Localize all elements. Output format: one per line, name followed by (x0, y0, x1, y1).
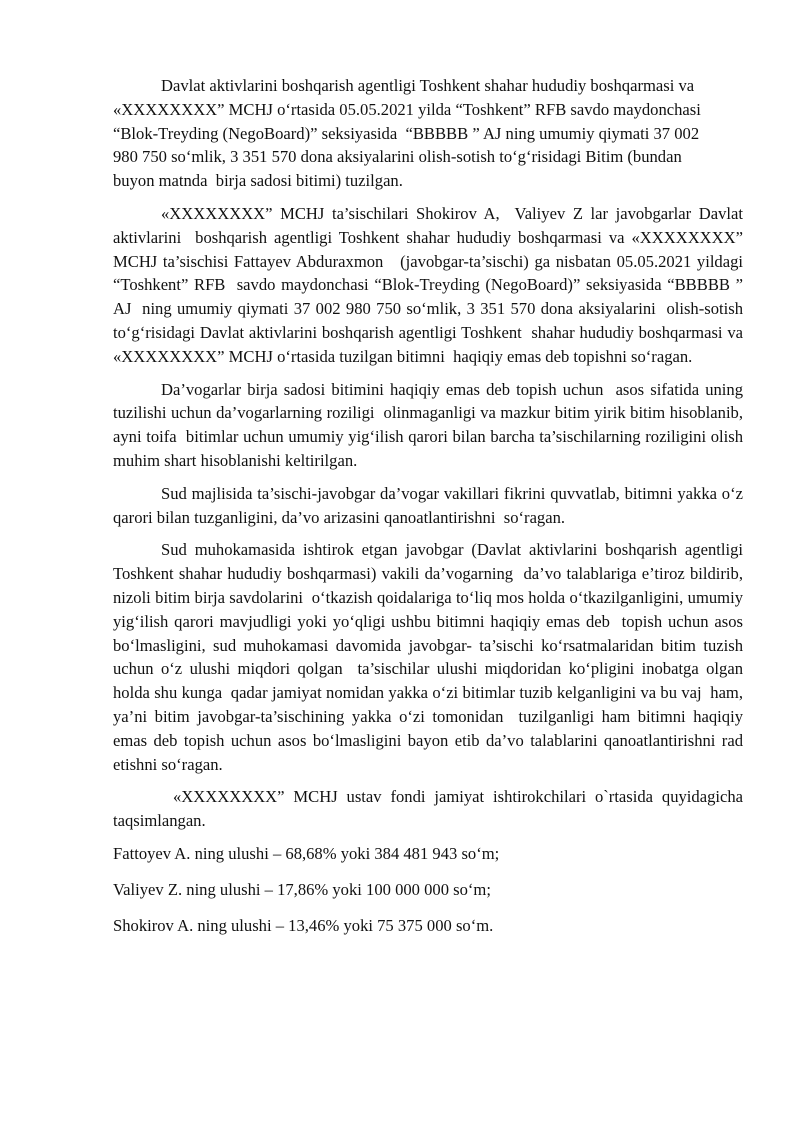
share-item: Valiyev Z. ning ulushi – 17,86% yoki 100 000 000 so‘m; (113, 879, 491, 899)
paragraph-agreement-summary: Davlat aktivlarini boshqarish agentligi Toshkent shahar hududiy boshqarmasi va «XXXXXXXX” MCHJ o‘rtasida 05.05.2021 yilda “Toshkent” RFB savdo maydonchasi “Blok-Treyding (NegoBoard)” seksiyasida “BBBBB ” AJ ning umumiy qiymati 37 002 980 750 so‘mlik, 3 351 570 dona aksiyalarini olish-sotish to‘g‘risidagi Bitim (bundan buyon matnda birja sadosi bitimi) tuzilgan. (113, 76, 706, 191)
paragraph-charter-fund: «XXXXXXXX” MCHJ ustav fondi jamiyat ishtirokchilari o`rtasida quyidagicha taqsimlangan. (113, 787, 748, 831)
document-page (113, 74, 752, 949)
paragraph-claim-grounds: Da’vogarlar birja sadosi bitimini haqiqiy emas deb topish uchun asos sifatida uning tuzilishi uchun da’vogarlarning roziligi olinmaganligi va mazkur bitim yirik bitim hisoblanib, ayni toifa bitimlar uchun umumiy yig‘ilish qarori bilan barcha ta’sischilarning roziligini olish muhim shart hisoblanishi keltirilgan. (113, 379, 748, 470)
share-list (113, 842, 743, 937)
share-item: Fattoyev A. ning ulushi – 68,68% yoki 384 481 943 so‘m; (113, 843, 500, 863)
share-item: Shokirov A. ning ulushi – 13,46% yoki 75 375 000 so‘m. (113, 915, 494, 935)
paragraph-defendant-objection: Sud muhokamasida ishtirok etgan javobgar (Davlat aktivlarini boshqarish agentligi Toshkent shahar hududiy boshqarmasi) vakili da’vogarning da’vo talablariga e’tiroz bildirib, nizoli bitim birja savdolarini o‘tkazish qoidalariga to‘liq mos holda o‘tkazilganligini, umumiy yig‘ilish qarori mavjudligi yoki yo‘qligi ushbu bitimni haqiqiy emas deb topish uchun asos bo‘lmasligini, sud muhokamasi davomida javobgar- ta’sischi ko‘rsatmalaridan bitim tuzish uchun o‘z ulushi miqdori qolgan ta’sischilar ulushi miqdoridan ko‘pligini inobatga olgan holda shu kunga qadar jamiyat nomidan yakka o‘zi bitimlar tuzib kelganligini va bu vaj ham, ya’ni bitim javobgar-ta’sischining yakka o‘zi tomonidan tuzilganligi ham bitimni haqiqiy emas deb topish uchun asos bo‘lmasligini bayon etib da’vo talablarini qanoatlantirishni rad etishni so‘ragan. (113, 540, 752, 774)
paragraph-claim: «XXXXXXXX” MCHJ ta’sischilari Shokirov A, Valiyev Z lar javobgarlar Davlat aktivlarini boshqarish agentligi Toshkent shahar hududiy boshqarmasi va «XXXXXXXX” MCHJ ta’sischisi Fattayev Abduraxmon (javobgar-ta’sischi) ga nisbatan 05.05.2021 yildagi “Toshkent” RFB savdo maydonchasi “Blok-Treyding (NegoBoard)” seksiyasida “BBBBB ” AJ ning umumiy qiymati 37 002 980 750 so‘mlik, 3 351 570 dona aksiyalarini olish-sotish to‘g‘risidagi Davlat aktivlarini boshqarish agentligi Toshkent shahar hududiy boshqarmasi va «XXXXXXXX” MCHJ o‘rtasida tuzilgan bitimni haqiqiy emas deb topishni so‘ragan. (113, 203, 748, 366)
paragraph-founder-position: Sud majlisida ta’sischi-javobgar da’vogar vakillari fikrini quvvatlab, bitimni yakka o‘z qarori bilan tuzganligini, da’vo arizasini qanoatlantirishni so‘ragan. (113, 483, 748, 527)
